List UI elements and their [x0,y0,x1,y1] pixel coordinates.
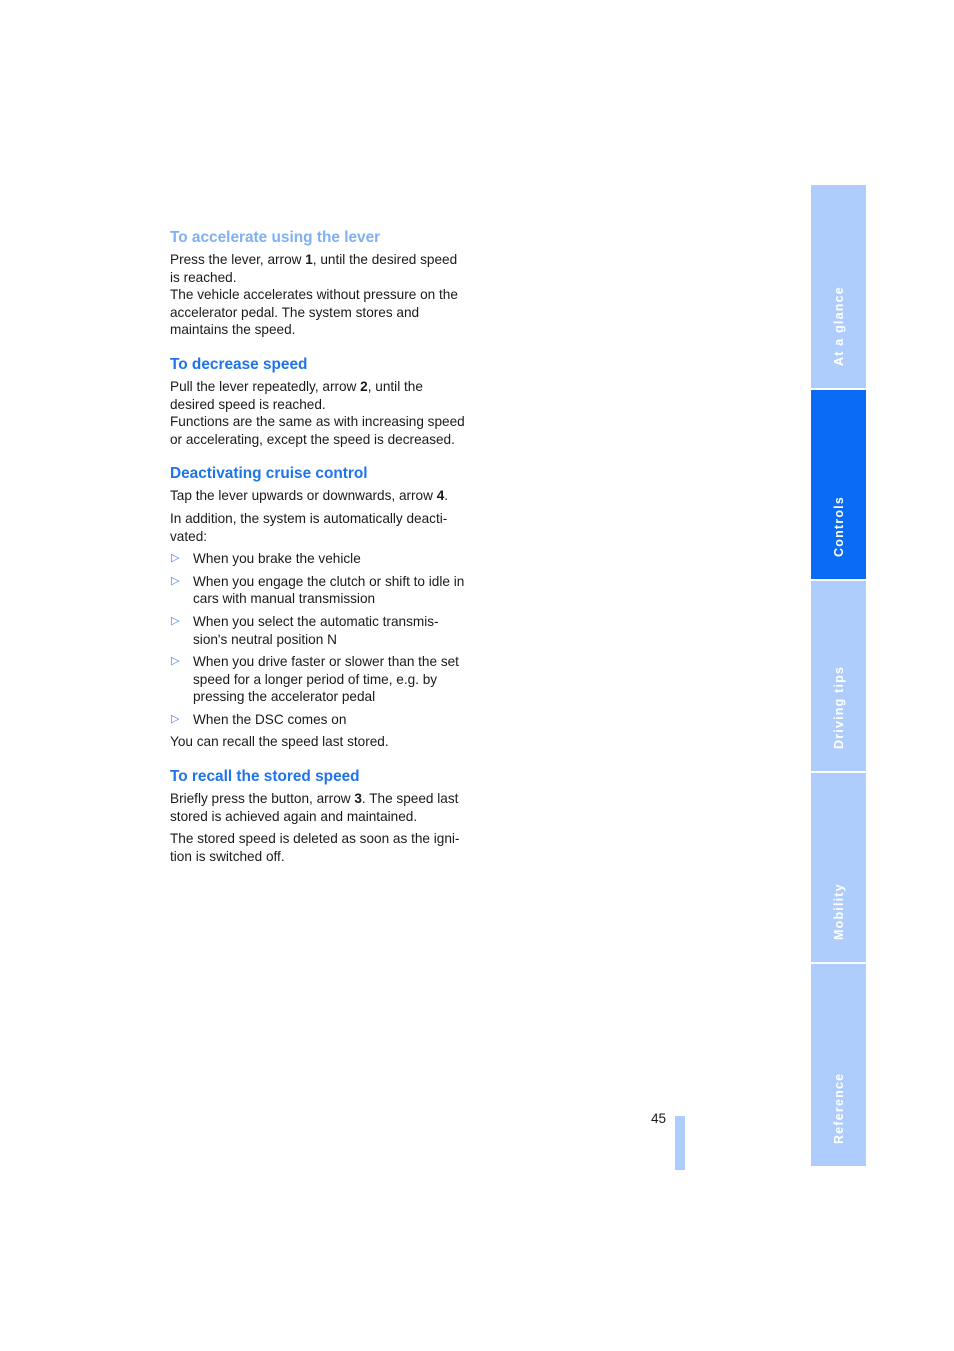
list-item-text: When you engage the clutch or shift to idle in cars with manual transmission [193,573,465,607]
list-item [170,613,466,648]
deactivate-paragraph-1 [170,487,466,505]
list-item [170,550,466,568]
triangle-bullet-icon: ▷ [171,712,180,725]
tab-reference[interactable] [811,964,866,1166]
text: Tap the lever upwards or downwards, arrow [170,488,437,504]
recall-paragraph-2: The stored speed is deleted as soon as the igni-tion is switched off. [170,831,460,864]
heading-deactivate: Deactivating cruise control [170,465,368,483]
deactivate-bullet-list [170,550,466,728]
chapter-sidebar [811,185,866,1166]
arrow-number: 2 [360,378,368,394]
tab-label: Controls [831,496,846,557]
heading-decrease: To decrease speed [170,355,308,373]
arrow-number: 3 [354,791,362,807]
text: , until the desired speed is reached. [170,378,423,412]
tab-label: At a glance [831,286,846,366]
arrow-number: 4 [436,488,445,504]
list-item [170,711,466,729]
accelerate-paragraph-1 [170,251,466,286]
text: Briefly press the button, arrow [170,791,355,807]
tab-label: Reference [831,1072,846,1144]
triangle-bullet-icon: ▷ [171,574,180,587]
list-item [170,653,466,706]
list-item-text: When you select the automatic transmis-sion's neutral position N [193,613,439,647]
list-item-text: When the DSC comes on [193,711,347,727]
text: . [444,488,449,504]
accelerate-paragraph-2: The vehicle accelerates without pressure on the accelerator pedal. The system stores and maintains the speed. [170,287,458,338]
page-number-bar [675,1116,685,1170]
list-item-text: When you drive faster or slower than the set speed for a longer period of time, e.g. by pressing the accelerator pedal [193,654,459,705]
recall-paragraph-1 [170,790,466,825]
heading-accelerate: To accelerate using the lever [170,229,381,246]
text: , until the desired speed is reached. [170,252,458,285]
arrow-number: 1 [305,252,313,267]
text: . The speed last stored is achieved again and maintained. [170,791,459,824]
decrease-paragraph-1 [170,378,466,413]
triangle-bullet-icon: ▷ [171,614,180,627]
triangle-bullet-icon: ▷ [171,655,180,668]
tab-controls[interactable] [811,390,866,581]
tab-driving-tips[interactable] [811,581,866,773]
deactivate-paragraph-3: You can recall the speed last stored. [170,734,389,750]
tab-label: Mobility [831,883,846,940]
tab-mobility[interactable] [811,773,866,964]
deactivate-paragraph-2: In addition, the system is automatically deacti-vated: [170,510,448,544]
main-content [170,228,466,865]
decrease-paragraph-2: Functions are the same as with increasing speed or accelerating, except the speed is decreased. [170,414,465,447]
heading-recall: To recall the stored speed [170,768,360,786]
tab-at-a-glance[interactable] [811,185,866,390]
list-item-text: When you brake the vehicle [193,551,361,567]
tab-label: Driving tips [831,665,846,749]
triangle-bullet-icon: ▷ [171,552,180,565]
text: Pull the lever repeatedly, arrow [170,378,361,394]
list-item [170,573,466,608]
page-number: 45 [651,1111,667,1126]
text: Press the lever, arrow [170,252,306,267]
